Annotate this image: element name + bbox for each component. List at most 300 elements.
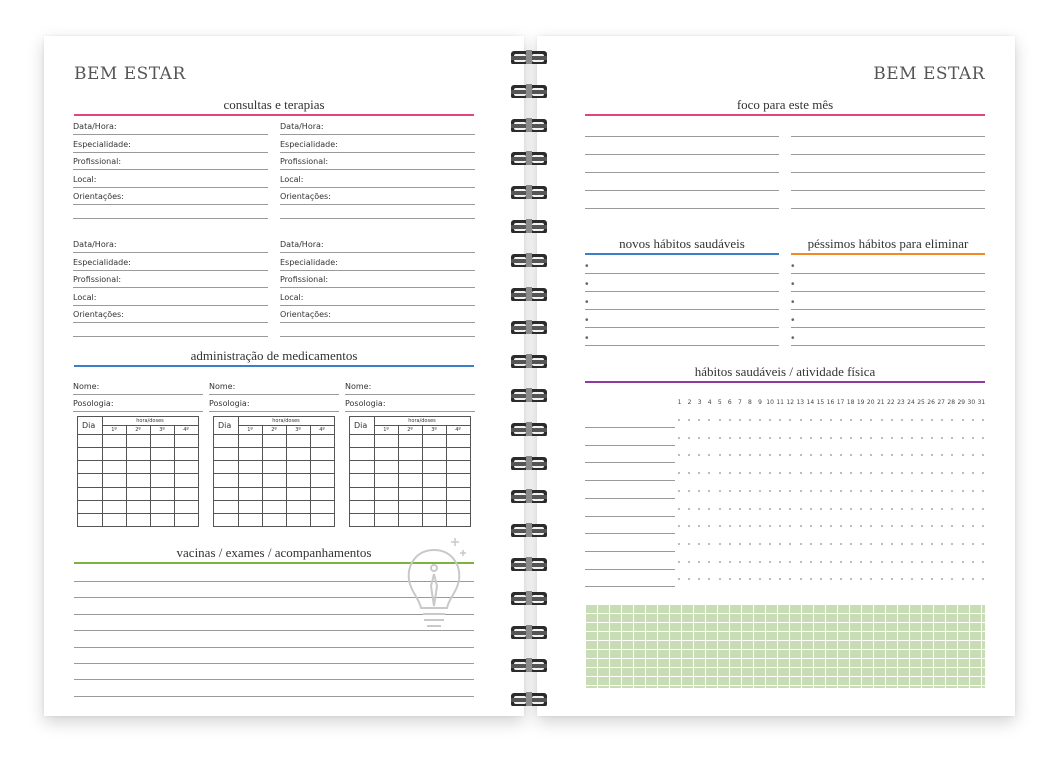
tracker-dot[interactable] [860,525,862,527]
tracker-dot[interactable] [739,525,741,527]
tracker-dot[interactable] [810,454,812,456]
tracker-dot[interactable] [800,561,802,563]
tracker-dot[interactable] [810,525,812,527]
tracker-dot[interactable] [962,437,964,439]
tracker-dot[interactable] [860,508,862,510]
tracker-dot[interactable] [820,490,822,492]
tracker-dot[interactable] [840,454,842,456]
tracker-dot[interactable] [800,578,802,580]
tracker-dot[interactable] [951,419,953,421]
tracker-dot[interactable] [941,543,943,545]
tracker-dot[interactable] [931,472,933,474]
tracker-dot[interactable] [870,437,872,439]
tracker-dot[interactable] [820,437,822,439]
tracker-dot[interactable] [911,419,913,421]
tracker-dot[interactable] [789,454,791,456]
tracker-dot[interactable] [688,508,690,510]
tracker-dot[interactable] [850,472,852,474]
tracker-dot[interactable] [951,525,953,527]
tracker-dot[interactable] [698,490,700,492]
tracker-dot[interactable] [749,561,751,563]
tracker-dot[interactable] [719,419,721,421]
tracker-dot[interactable] [921,419,923,421]
tracker-dot[interactable] [820,543,822,545]
tracker-dot[interactable] [972,472,974,474]
tracker-dot[interactable] [830,454,832,456]
tracker-dot[interactable] [870,490,872,492]
tracker-dot[interactable] [870,419,872,421]
tracker-dot[interactable] [972,508,974,510]
tracker-dot[interactable] [698,472,700,474]
tracker-dot[interactable] [972,561,974,563]
tracker-dot[interactable] [779,472,781,474]
tracker-dot[interactable] [840,472,842,474]
tracker-dot[interactable] [708,508,710,510]
tracker-dot[interactable] [739,437,741,439]
tracker-dot[interactable] [962,578,964,580]
tracker-dot[interactable] [830,543,832,545]
tracker-dot[interactable] [769,561,771,563]
tracker-dot[interactable] [972,437,974,439]
tracker-dot[interactable] [901,543,903,545]
tracker-dot[interactable] [840,508,842,510]
tracker-dot[interactable] [678,437,680,439]
tracker-dot[interactable] [678,490,680,492]
tracker-dot[interactable] [860,543,862,545]
tracker-dot[interactable] [891,454,893,456]
tracker-dot[interactable] [881,437,883,439]
tracker-dot[interactable] [941,561,943,563]
tracker-dot[interactable] [860,419,862,421]
tracker-dot[interactable] [769,472,771,474]
tracker-dot[interactable] [698,561,700,563]
tracker-dot[interactable] [820,419,822,421]
tracker-dot[interactable] [729,543,731,545]
tracker-dot[interactable] [860,490,862,492]
tracker-dot[interactable] [739,561,741,563]
tracker-dot[interactable] [729,419,731,421]
tracker-dot[interactable] [972,454,974,456]
tracker-dot[interactable] [901,472,903,474]
tracker-dot[interactable] [769,578,771,580]
tracker-dot[interactable] [719,508,721,510]
tracker-dot[interactable] [729,437,731,439]
tracker-dot[interactable] [719,543,721,545]
tracker-dot[interactable] [931,454,933,456]
tracker-dot[interactable] [759,543,761,545]
tracker-dot[interactable] [911,543,913,545]
tracker-dot[interactable] [688,578,690,580]
tracker-dot[interactable] [678,561,680,563]
tracker-dot[interactable] [759,525,761,527]
tracker-dot[interactable] [779,543,781,545]
tracker-dot[interactable] [789,437,791,439]
tracker-dot[interactable] [749,419,751,421]
tracker-dot[interactable] [881,525,883,527]
tracker-dot[interactable] [881,578,883,580]
tracker-dot[interactable] [830,472,832,474]
tracker-dot[interactable] [749,490,751,492]
tracker-dot[interactable] [759,561,761,563]
tracker-dot[interactable] [759,490,761,492]
tracker-dot[interactable] [729,508,731,510]
tracker-dot[interactable] [931,525,933,527]
tracker-dot[interactable] [891,578,893,580]
tracker-dot[interactable] [972,525,974,527]
tracker-dot[interactable] [901,578,903,580]
tracker-dot[interactable] [708,561,710,563]
tracker-dot[interactable] [729,578,731,580]
tracker-dot[interactable] [708,525,710,527]
tracker-dot[interactable] [901,419,903,421]
tracker-dot[interactable] [678,419,680,421]
tracker-dot[interactable] [810,472,812,474]
tracker-dot[interactable] [779,419,781,421]
tracker-dot[interactable] [891,543,893,545]
tracker-dot[interactable] [708,454,710,456]
tracker-dot[interactable] [769,490,771,492]
tracker-dot[interactable] [982,419,984,421]
tracker-dot[interactable] [698,525,700,527]
tracker-dot[interactable] [901,437,903,439]
tracker-dot[interactable] [810,437,812,439]
tracker-dot[interactable] [678,543,680,545]
tracker-dot[interactable] [759,472,761,474]
tracker-dot[interactable] [719,525,721,527]
tracker-dot[interactable] [769,543,771,545]
tracker-dot[interactable] [719,561,721,563]
tracker-dot[interactable] [982,561,984,563]
tracker-dot[interactable] [941,490,943,492]
tracker-dot[interactable] [881,490,883,492]
tracker-dot[interactable] [931,561,933,563]
tracker-dot[interactable] [951,561,953,563]
tracker-dot[interactable] [881,454,883,456]
tracker-dot[interactable] [921,490,923,492]
tracker-dot[interactable] [840,543,842,545]
tracker-dot[interactable] [698,454,700,456]
tracker-dot[interactable] [870,561,872,563]
tracker-dot[interactable] [729,525,731,527]
tracker-dot[interactable] [850,543,852,545]
tracker-dot[interactable] [901,525,903,527]
tracker-dot[interactable] [759,508,761,510]
tracker-dot[interactable] [749,525,751,527]
tracker-dot[interactable] [951,472,953,474]
tracker-dot[interactable] [921,525,923,527]
tracker-dot[interactable] [698,508,700,510]
tracker-dot[interactable] [891,525,893,527]
tracker-dot[interactable] [921,472,923,474]
tracker-dot[interactable] [739,419,741,421]
tracker-dot[interactable] [921,561,923,563]
tracker-dot[interactable] [982,437,984,439]
tracker-dot[interactable] [931,543,933,545]
tracker-dot[interactable] [850,437,852,439]
tracker-dot[interactable] [840,561,842,563]
tracker-dot[interactable] [850,490,852,492]
tracker-dot[interactable] [749,454,751,456]
tracker-dot[interactable] [840,525,842,527]
tracker-dot[interactable] [931,437,933,439]
tracker-dot[interactable] [972,578,974,580]
tracker-dot[interactable] [931,419,933,421]
tracker-dot[interactable] [820,508,822,510]
tracker-dot[interactable] [951,578,953,580]
tracker-dot[interactable] [840,578,842,580]
tracker-dot[interactable] [951,454,953,456]
tracker-dot[interactable] [820,472,822,474]
tracker-dot[interactable] [881,508,883,510]
tracker-dot[interactable] [891,419,893,421]
tracker-dot[interactable] [729,490,731,492]
tracker-dot[interactable] [901,490,903,492]
tracker-dot[interactable] [779,561,781,563]
tracker-dot[interactable] [951,543,953,545]
tracker-dot[interactable] [830,561,832,563]
tracker-dot[interactable] [708,472,710,474]
tracker-dot[interactable] [708,437,710,439]
tracker-dot[interactable] [719,454,721,456]
tracker-dot[interactable] [982,472,984,474]
tracker-dot[interactable] [972,419,974,421]
tracker-dot[interactable] [901,454,903,456]
tracker-dot[interactable] [719,437,721,439]
tracker-dot[interactable] [708,578,710,580]
tracker-dot[interactable] [810,508,812,510]
tracker-dot[interactable] [708,543,710,545]
tracker-dot[interactable] [820,454,822,456]
tracker-dot[interactable] [678,508,680,510]
tracker-dot[interactable] [830,419,832,421]
tracker-dot[interactable] [962,508,964,510]
tracker-dot[interactable] [860,454,862,456]
tracker-dot[interactable] [688,543,690,545]
tracker-dot[interactable] [688,472,690,474]
tracker-dot[interactable] [881,419,883,421]
tracker-dot[interactable] [881,561,883,563]
tracker-dot[interactable] [749,472,751,474]
tracker-dot[interactable] [921,578,923,580]
tracker-dot[interactable] [941,525,943,527]
tracker-dot[interactable] [951,490,953,492]
tracker-dot[interactable] [678,578,680,580]
tracker-dot[interactable] [911,490,913,492]
tracker-dot[interactable] [840,490,842,492]
tracker-dot[interactable] [951,508,953,510]
tracker-dot[interactable] [789,472,791,474]
tracker-dot[interactable] [810,543,812,545]
tracker-dot[interactable] [850,508,852,510]
tracker-dot[interactable] [921,454,923,456]
tracker-dot[interactable] [921,543,923,545]
tracker-dot[interactable] [870,578,872,580]
tracker-dot[interactable] [779,490,781,492]
tracker-dot[interactable] [698,437,700,439]
tracker-dot[interactable] [719,472,721,474]
tracker-dot[interactable] [749,508,751,510]
tracker-dot[interactable] [891,490,893,492]
tracker-dot[interactable] [850,454,852,456]
tracker-dot[interactable] [800,525,802,527]
tracker-dot[interactable] [789,561,791,563]
tracker-dot[interactable] [749,543,751,545]
tracker-dot[interactable] [810,419,812,421]
tracker-dot[interactable] [911,472,913,474]
tracker-dot[interactable] [789,578,791,580]
tracker-dot[interactable] [759,578,761,580]
tracker-dot[interactable] [982,490,984,492]
tracker-dot[interactable] [749,578,751,580]
tracker-dot[interactable] [881,472,883,474]
tracker-dot[interactable] [769,525,771,527]
tracker-dot[interactable] [891,561,893,563]
tracker-dot[interactable] [719,490,721,492]
tracker-dot[interactable] [941,454,943,456]
tracker-dot[interactable] [850,419,852,421]
tracker-dot[interactable] [708,490,710,492]
tracker-dot[interactable] [941,437,943,439]
tracker-dot[interactable] [688,454,690,456]
tracker-dot[interactable] [739,454,741,456]
tracker-dot[interactable] [931,490,933,492]
tracker-dot[interactable] [972,490,974,492]
tracker-dot[interactable] [800,437,802,439]
tracker-dot[interactable] [982,454,984,456]
tracker-dot[interactable] [789,490,791,492]
tracker-dot[interactable] [891,472,893,474]
tracker-dot[interactable] [688,437,690,439]
tracker-dot[interactable] [860,472,862,474]
tracker-dot[interactable] [911,578,913,580]
tracker-dot[interactable] [769,437,771,439]
tracker-dot[interactable] [779,508,781,510]
tracker-dot[interactable] [678,472,680,474]
tracker-dot[interactable] [870,508,872,510]
tracker-dot[interactable] [789,419,791,421]
tracker-dot[interactable] [820,561,822,563]
tracker-dot[interactable] [698,578,700,580]
tracker-dot[interactable] [881,543,883,545]
tracker-dot[interactable] [921,508,923,510]
tracker-dot[interactable] [779,525,781,527]
tracker-dot[interactable] [860,437,862,439]
tracker-dot[interactable] [810,490,812,492]
tracker-dot[interactable] [729,454,731,456]
tracker-dot[interactable] [901,508,903,510]
tracker-dot[interactable] [911,454,913,456]
tracker-dot[interactable] [769,508,771,510]
tracker-dot[interactable] [820,525,822,527]
tracker-dot[interactable] [688,419,690,421]
tracker-dot[interactable] [678,525,680,527]
tracker-dot[interactable] [972,543,974,545]
tracker-dot[interactable] [769,454,771,456]
tracker-dot[interactable] [870,525,872,527]
tracker-dot[interactable] [800,543,802,545]
tracker-dot[interactable] [982,543,984,545]
tracker-dot[interactable] [759,419,761,421]
tracker-dot[interactable] [982,578,984,580]
tracker-dot[interactable] [891,437,893,439]
tracker-dot[interactable] [941,578,943,580]
tracker-dot[interactable] [729,472,731,474]
tracker-dot[interactable] [759,454,761,456]
tracker-dot[interactable] [830,490,832,492]
tracker-dot[interactable] [810,561,812,563]
tracker-dot[interactable] [830,525,832,527]
tracker-dot[interactable] [759,437,761,439]
tracker-dot[interactable] [739,472,741,474]
tracker-dot[interactable] [789,525,791,527]
tracker-dot[interactable] [931,578,933,580]
tracker-dot[interactable] [830,508,832,510]
tracker-dot[interactable] [891,508,893,510]
tracker-dot[interactable] [962,454,964,456]
tracker-dot[interactable] [962,419,964,421]
tracker-dot[interactable] [779,454,781,456]
tracker-dot[interactable] [860,561,862,563]
tracker-dot[interactable] [962,525,964,527]
tracker-dot[interactable] [800,508,802,510]
tracker-dot[interactable] [810,578,812,580]
tracker-dot[interactable] [870,472,872,474]
tracker-dot[interactable] [962,561,964,563]
tracker-dot[interactable] [800,472,802,474]
tracker-dot[interactable] [941,419,943,421]
tracker-dot[interactable] [739,578,741,580]
tracker-dot[interactable] [962,472,964,474]
tracker-dot[interactable] [698,543,700,545]
tracker-dot[interactable] [941,508,943,510]
tracker-dot[interactable] [688,490,690,492]
tracker-dot[interactable] [982,525,984,527]
tracker-dot[interactable] [719,578,721,580]
tracker-dot[interactable] [789,543,791,545]
tracker-dot[interactable] [739,543,741,545]
tracker-dot[interactable] [850,525,852,527]
tracker-dot[interactable] [800,454,802,456]
tracker-dot[interactable] [830,578,832,580]
tracker-dot[interactable] [931,508,933,510]
tracker-dot[interactable] [911,508,913,510]
tracker-dot[interactable] [870,543,872,545]
tracker-dot[interactable] [678,454,680,456]
tracker-dot[interactable] [688,561,690,563]
tracker-dot[interactable] [962,543,964,545]
tracker-dot[interactable] [749,437,751,439]
tracker-dot[interactable] [850,561,852,563]
tracker-dot[interactable] [779,578,781,580]
tracker-dot[interactable] [941,472,943,474]
tracker-dot[interactable] [688,525,690,527]
tracker-dot[interactable] [850,578,852,580]
tracker-dot[interactable] [982,508,984,510]
tracker-dot[interactable] [698,419,700,421]
tracker-dot[interactable] [962,490,964,492]
tracker-dot[interactable] [830,437,832,439]
tracker-dot[interactable] [901,561,903,563]
tracker-dot[interactable] [921,437,923,439]
tracker-dot[interactable] [911,561,913,563]
tracker-dot[interactable] [840,419,842,421]
tracker-dot[interactable] [779,437,781,439]
tracker-dot[interactable] [739,490,741,492]
tracker-dot[interactable] [789,508,791,510]
tracker-dot[interactable] [800,419,802,421]
tracker-dot[interactable] [860,578,862,580]
tracker-dot[interactable] [708,419,710,421]
